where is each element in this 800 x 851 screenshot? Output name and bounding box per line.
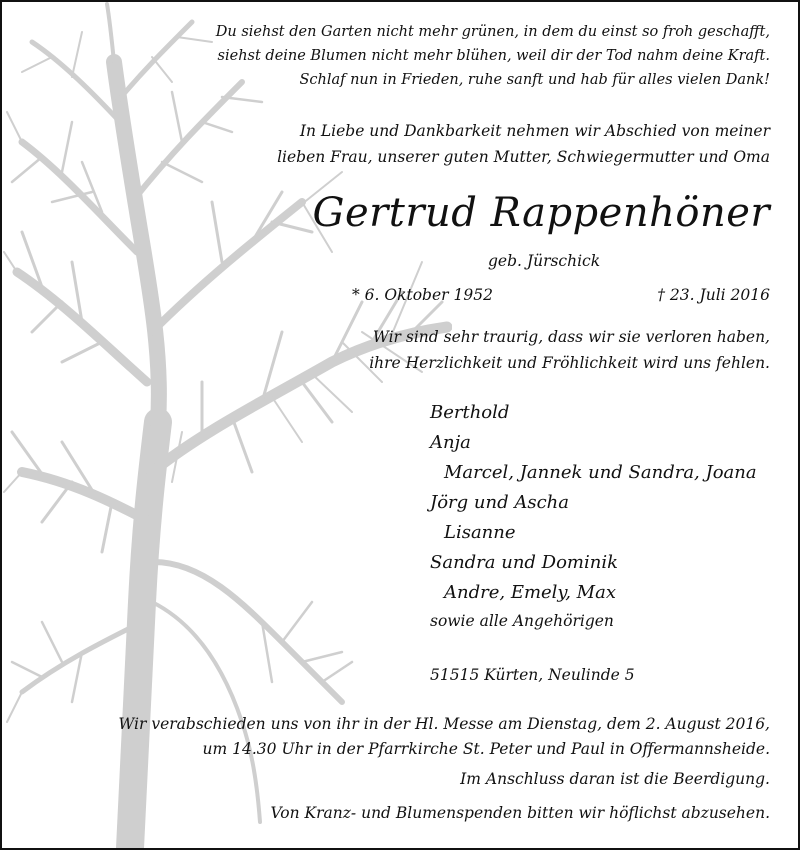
- family-list: [430, 398, 757, 608]
- poem-line: Du siehst den Garten nicht mehr grünen, in dem du einst so froh geschafft,: [215, 24, 770, 40]
- mourning-line: ihre Herzlichkeit und Fröhlichkeit wird uns fehlen.: [369, 354, 770, 372]
- service-line: Wir verabschieden uns von ihr in der Hl. Messe am Dienstag, dem 2. August 2016,: [118, 715, 770, 733]
- address: 51515 Kürten, Neulinde 5: [430, 666, 635, 684]
- deceased-name: Gertrud Rappenhöner: [312, 190, 770, 236]
- wreath-note: Von Kranz- und Blumenspenden bitten wir höflichst abzusehen.: [270, 804, 770, 822]
- birth-date: * 6. Oktober 1952: [352, 286, 493, 304]
- poem-line: siehst deine Blumen nicht mehr blühen, weil dir der Tod nahm deine Kraft.: [217, 48, 770, 64]
- death-date: † 23. Juli 2016: [657, 286, 770, 304]
- family-member: Lisanne: [444, 522, 516, 543]
- mourning-line: Wir sind sehr traurig, dass wir sie verloren haben,: [372, 328, 770, 346]
- service-line: um 14.30 Uhr in der Pfarrkirche St. Peter und Paul in Offermannsheide.: [202, 740, 770, 758]
- funeral-service: [118, 712, 770, 762]
- family-member: Anja: [430, 432, 471, 453]
- other-relatives: sowie alle Angehörigen: [430, 612, 614, 630]
- maiden-name: geb. Jürschick: [488, 252, 601, 270]
- family-member: Jörg und Ascha: [430, 492, 569, 513]
- family-member: Berthold: [430, 402, 510, 423]
- intro: [277, 118, 770, 170]
- family-member: Andre, Emely, Max: [444, 582, 616, 603]
- poem-line: Schlaf nun in Frieden, ruhe sanft und hab für alles vielen Dank!: [299, 72, 770, 88]
- mourning-text: [369, 324, 770, 376]
- poem: [216, 20, 770, 92]
- family-member: Marcel, Jannek und Sandra, Joana: [444, 462, 757, 483]
- intro-line: In Liebe und Dankbarkeit nehmen wir Abschied von meiner: [299, 122, 770, 140]
- family-member: Sandra und Dominik: [430, 552, 619, 573]
- burial-note: Im Anschluss daran ist die Beerdigung.: [460, 770, 770, 788]
- intro-line: lieben Frau, unserer guten Mutter, Schwiegermutter und Oma: [277, 148, 770, 166]
